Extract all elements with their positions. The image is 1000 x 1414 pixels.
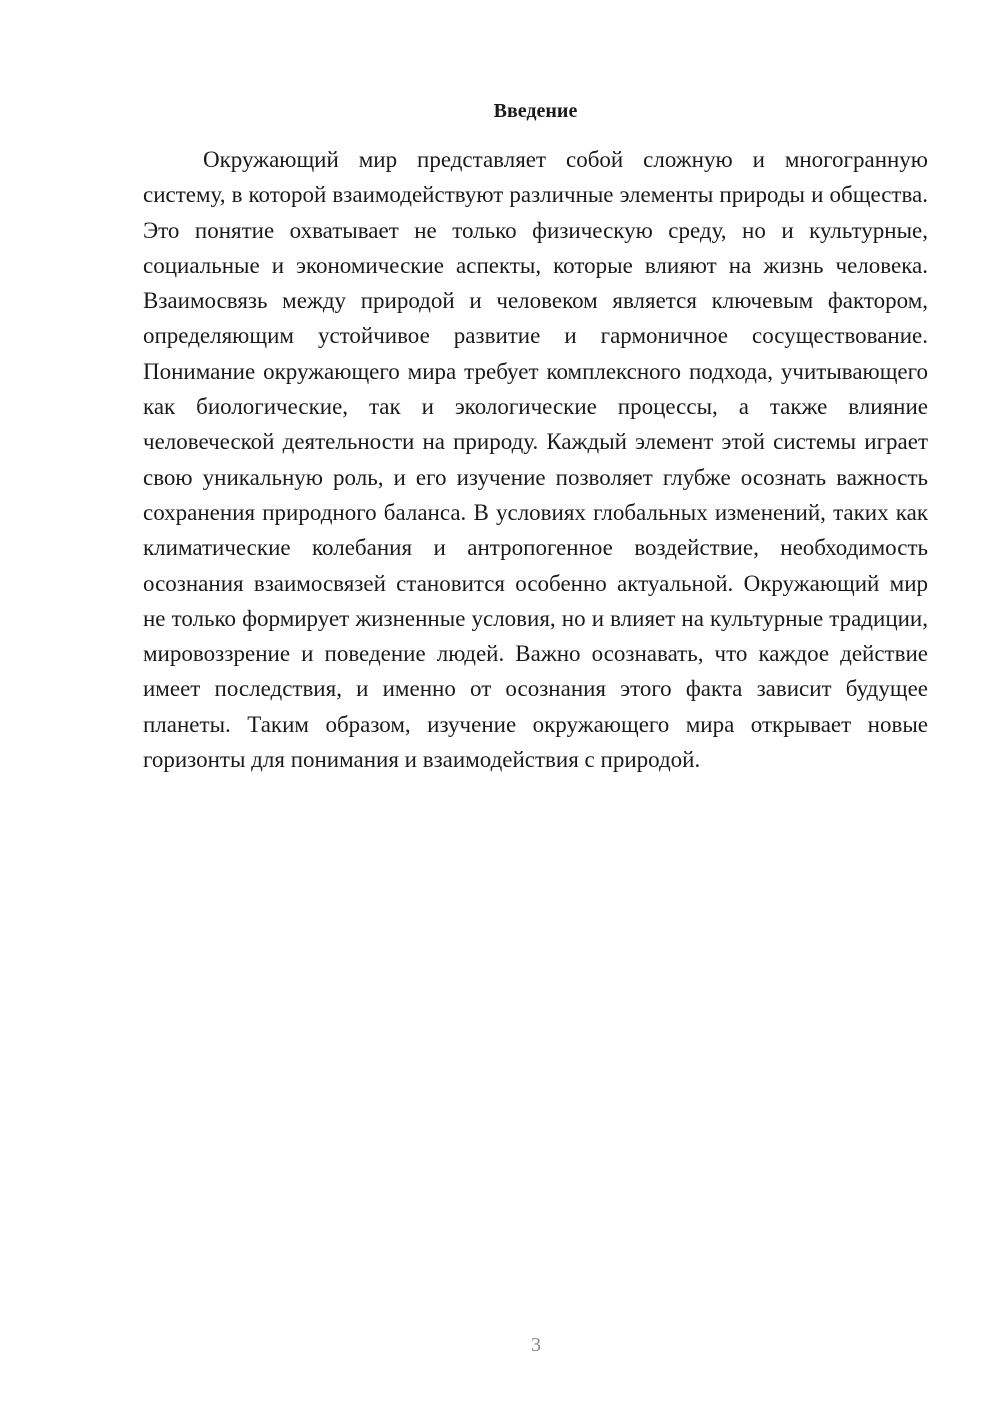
section-heading: Введение: [493, 100, 578, 122]
body-paragraph: Окружающий мир представляет собой сложную и многогранную систему, в которой взаимодействуют различные элементы природы и общества. Это понятие охватывает не только физическую среду, но и культурные, социальные и экономические аспекты, которые влияют на жизнь человека. Взаимосвязь между природой и человеком является ключевым фактором, определяющим устойчивое развитие и гармоничное сосуществование. Понимание окружающего мира требует комплексного подхода, учитывающего как биологические, так и экологические процессы, а также влияние человеческой деятельности на природу. Каждый элемент этой системы играет свою уникальную роль, и его изучение позволяет глубже осознать важность сохранения природного баланса. В условиях глобальных изменений, таких как климатические колебания и антропогенное воздействие, необходимость осознания взаимосвязей становится особенно актуальной. Окружающий мир не только формирует жизненные условия, но и влияет на культурные традиции, мировоззрение и поведение людей. Важно осознавать, что каждое действие имеет последствия, и именно от осознания этого факта зависит будущее планеты. Таким образом, изучение окружающего мира открывает новые горизонты для понимания и взаимодействия с природой.: [143, 147, 928, 773]
page-number: 3: [531, 1334, 541, 1356]
